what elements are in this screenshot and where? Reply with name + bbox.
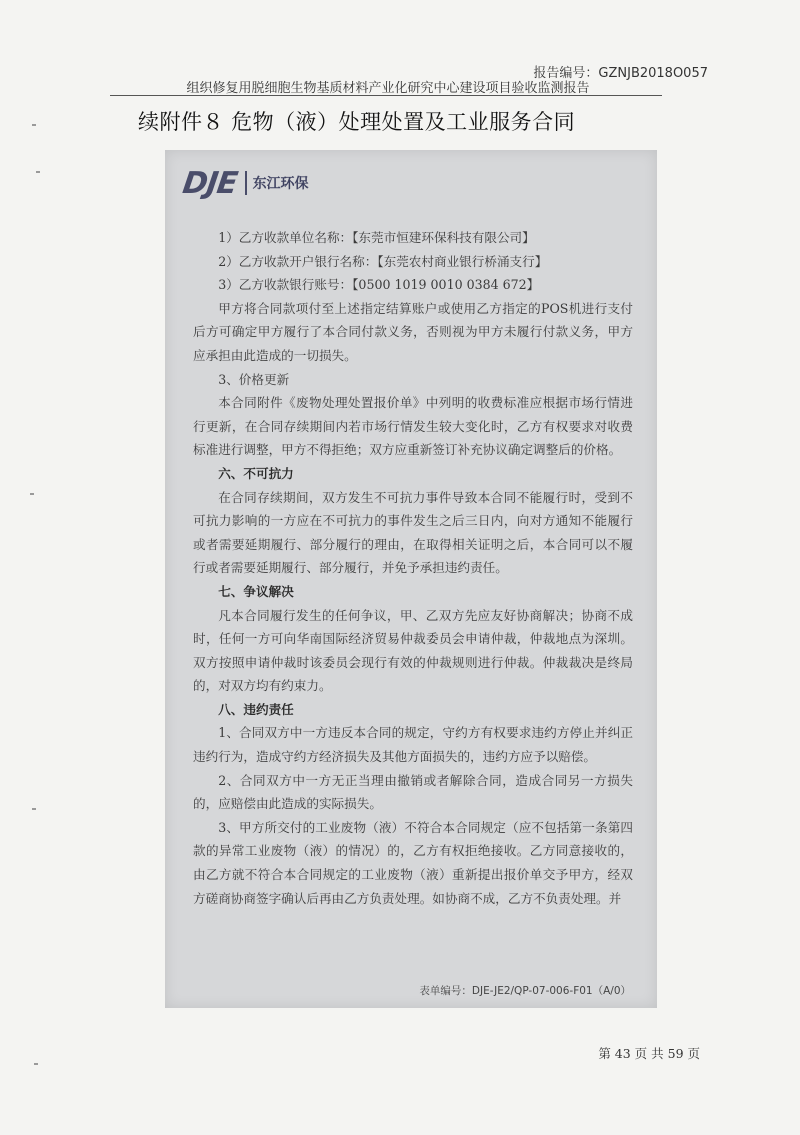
margin-mark [30, 493, 34, 495]
page-number: 第 43 页 共 59 页 [598, 1046, 700, 1061]
header-divider [110, 95, 662, 96]
margin-mark [36, 171, 40, 173]
contract-paragraph: 凡本合同履行发生的任何争议，甲、乙双方先应友好协商解决；协商不成时，任何一方可向华南国际经济贸易仲裁委员会申请仲裁，仲裁地点为深圳。双方按照申请仲裁时该委员会现行有效的仲裁规则进行仲裁。仲裁裁决是终局的，对双方均有约束力。 [193, 607, 633, 694]
contract-paragraph: 在合同存续期间，双方发生不可抗力事件导致本合同不能履行时，受到不可抗力影响的一方应在不可抗力的事件发生之后三日内，向对方通知不能履行或者需要延期履行、部分履行的理由，在取得相关证明之后，本合同可以不履行或者需要延期履行、部分履行，并免予承担违约责任。 [193, 489, 633, 576]
contract-paragraph: 3）乙方收款银行账号：【0500 1019 0010 0384 672】 [218, 277, 540, 293]
logo-mark: DJE [180, 165, 240, 201]
attachment-title: 续附件８ 危物（液）处理处置及工业服务合同 [138, 110, 576, 134]
contract-section-heading: 六、不可抗力 [218, 465, 294, 481]
logo-text: 东江环保 [252, 176, 309, 192]
contract-paragraph: 1、合同双方中一方违反本合同的规定，守约方有权要求违约方停止并纠正违约行为，造成守约方经济损失及其他方面损失的，违约方应予以赔偿。 [193, 725, 633, 765]
margin-mark [34, 1063, 38, 1065]
contract-section-heading: 八、违约责任 [218, 701, 294, 717]
contract-paragraph: 甲方将合同款项付至上述指定结算账户或使用乙方指定的POS机进行支付后方可确定甲方履行了本合同付款义务，否则视为甲方未履行付款义务，甲方应承担由此造成的一切损失。 [193, 300, 633, 363]
company-logo [180, 165, 309, 201]
report-header-title: 组织修复用脱细胞生物基质材料产业化研究中心建设项目验收监测报告 [186, 81, 590, 96]
contract-body [193, 226, 633, 910]
contract-paragraph: 1）乙方收款单位名称：【东莞市恒建环保科技有限公司】 [218, 230, 535, 245]
margin-mark [32, 808, 36, 810]
contract-paragraph: 3、价格更新 [218, 371, 290, 387]
scanned-contract-page [165, 150, 657, 1008]
margin-mark [32, 124, 36, 126]
contract-paragraph: 3、甲方所交付的工业废物（液）不符合本合同规定（应不包括第一条第四款的异常工业废物（液）的情况）的，乙方有权拒绝接收。乙方同意接收的，由乙方就不符合本合同规定的工业废物（液）重新提出报价单交予甲方，经双方磋商协商签字确认后再由乙方负责处理。如协商不成，乙方不负责处理。并 [193, 819, 633, 906]
form-number: 表单编号：DJE-JE2/QP-07-006-F01（A/0） [419, 985, 631, 997]
contract-paragraph: 2、合同双方中一方无正当理由撤销或者解除合同，造成合同另一方损失的，应赔偿由此造成的实际损失。 [193, 772, 633, 812]
report-number: 报告编号：GZNJB2018O057 [533, 66, 708, 81]
contract-section-heading: 七、争议解决 [218, 583, 294, 599]
logo-separator [245, 171, 247, 195]
contract-paragraph: 本合同附件《废物处理处置报价单》中列明的收费标准应根据市场行情进行更新，在合同存续期间内若市场行情发生较大变化时，乙方有权要求对收费标准进行调整，甲方不得拒绝；双方应重新签订补充协议确定调整后的价格。 [193, 395, 633, 458]
contract-paragraph: 2）乙方收款开户银行名称：【东莞农村商业银行桥涌支行】 [218, 253, 548, 269]
